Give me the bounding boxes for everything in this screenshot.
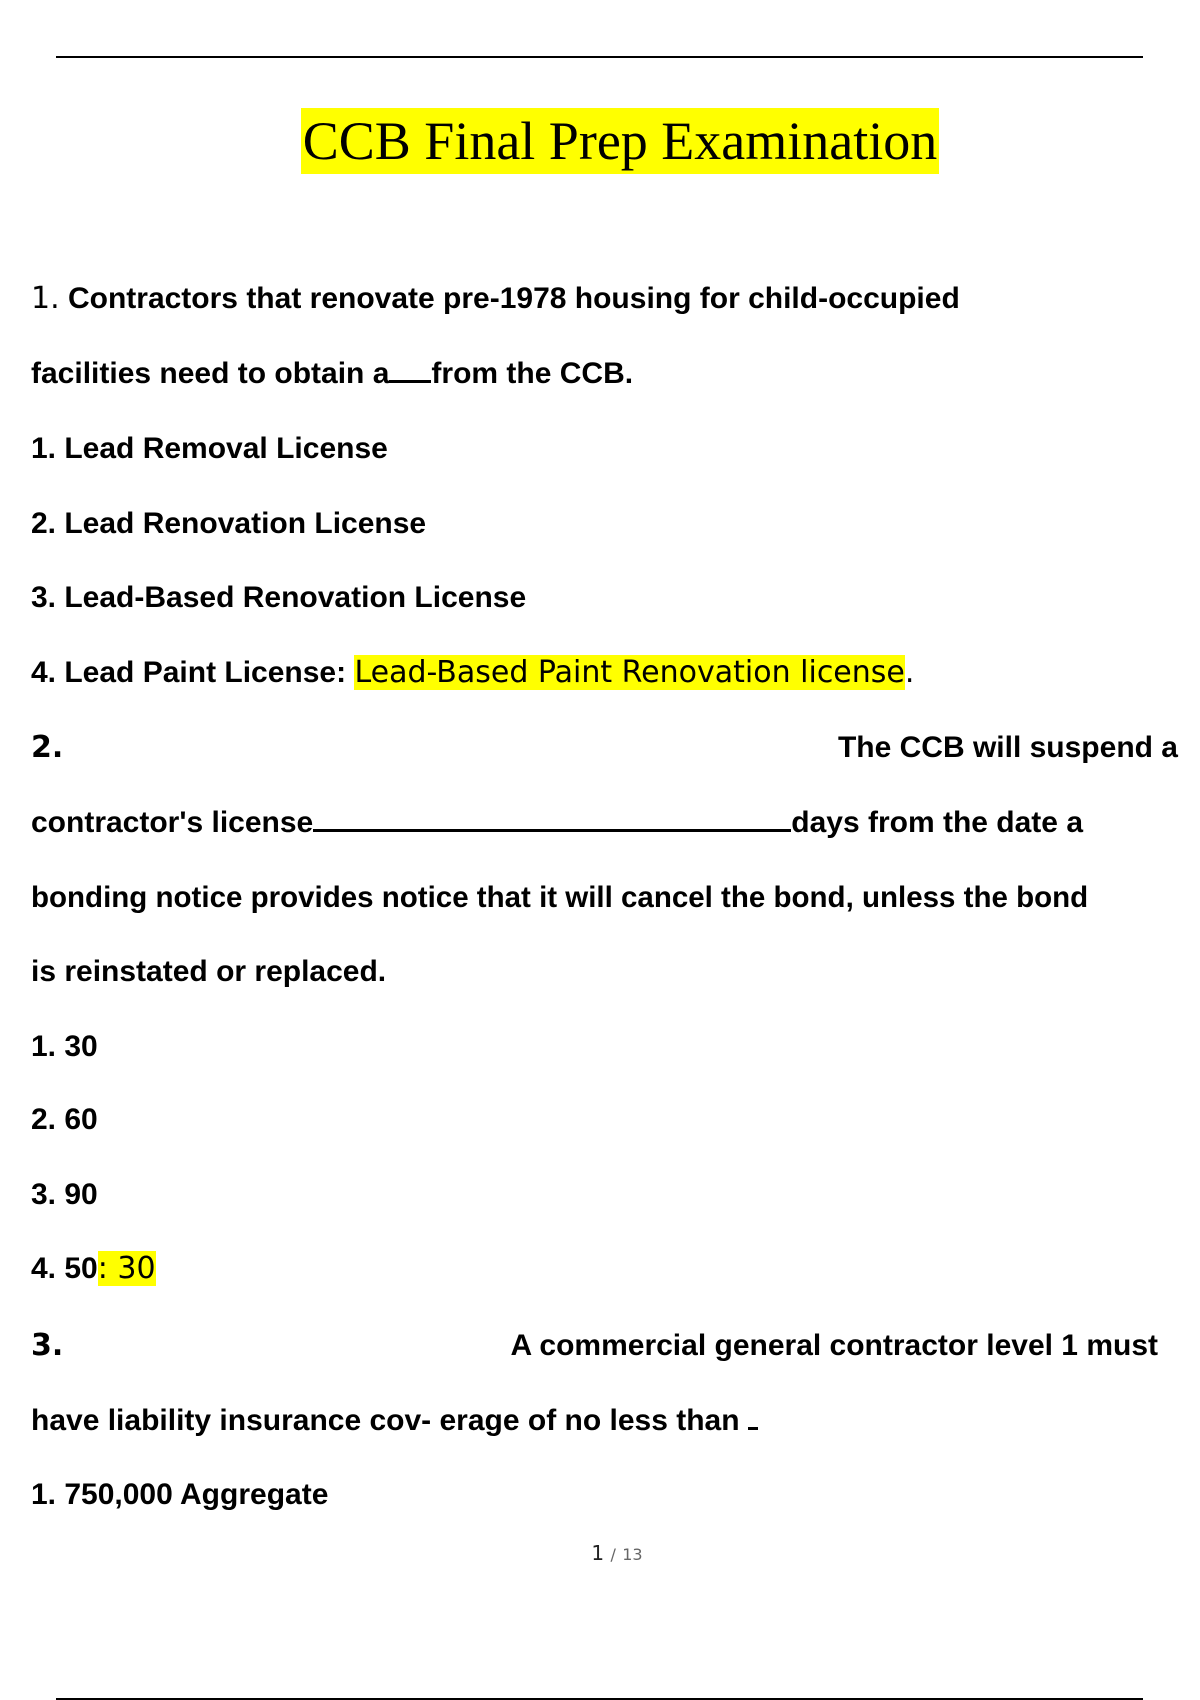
q1-option-1: 1. Lead Removal License bbox=[31, 432, 388, 465]
q3-text-2: have liability insurance cov- erage of no less than bbox=[31, 1404, 740, 1437]
q1-text-2a: facilities need to obtain a bbox=[31, 357, 390, 390]
q1-option-3: 3. Lead-Based Renovation License bbox=[31, 581, 527, 614]
page-separator: / bbox=[610, 1545, 616, 1564]
q3-blank bbox=[748, 1427, 758, 1430]
q2-option-4-text: 4. 50 bbox=[31, 1252, 98, 1285]
q1-answer: Lead-Based Paint Renovation license bbox=[354, 655, 905, 690]
page-title: CCB Final Prep Examination bbox=[301, 108, 939, 174]
q3-number-line bbox=[31, 1328, 63, 1364]
q2-line-3: bonding notice provides notice that it will cancel the bond, unless the bond bbox=[31, 881, 1089, 914]
page-current: 1 bbox=[591, 1541, 605, 1565]
q2-number: 2. bbox=[31, 730, 64, 765]
page-total: 13 bbox=[622, 1545, 643, 1564]
q2-number-line bbox=[31, 730, 63, 766]
q1-option-4 bbox=[31, 655, 914, 691]
q2-option-3: 3. 90 bbox=[31, 1178, 98, 1211]
q2-answer: : 30 bbox=[97, 1251, 156, 1286]
q3-text-1: A commercial general contractor level 1 must bbox=[510, 1329, 1158, 1362]
q2-text-1: The CCB will suspend a bbox=[837, 731, 1178, 764]
q2-line-2 bbox=[31, 805, 1083, 841]
q1-blank bbox=[389, 380, 431, 383]
q3-option-1: 1. 750,000 Aggregate bbox=[31, 1478, 329, 1511]
q2-line-4: is reinstated or replaced. bbox=[31, 955, 387, 988]
q1-text-1: Contractors that renovate pre-1978 housing for child-occupied bbox=[59, 282, 960, 315]
q2-option-2: 2. 60 bbox=[31, 1103, 98, 1136]
q2-option-1: 1. 30 bbox=[31, 1030, 98, 1063]
q1-line-1 bbox=[31, 281, 960, 317]
q2-blank bbox=[313, 829, 791, 832]
q1-text-2b: from the CCB. bbox=[431, 357, 634, 390]
page-counter bbox=[0, 1541, 1200, 1565]
q1-option-4-text: 4. Lead Paint License: bbox=[31, 656, 347, 689]
q2-text-2b: days from the date a bbox=[791, 806, 1084, 839]
q1-option-2: 2. Lead Renovation License bbox=[31, 507, 427, 540]
q2-text-2a: contractor's license bbox=[31, 806, 314, 839]
q1-answer-end: . bbox=[904, 655, 915, 690]
q1-line-2 bbox=[31, 356, 633, 392]
title-container bbox=[0, 108, 1200, 174]
q3-number: 3. bbox=[31, 1328, 64, 1363]
q3-line-2 bbox=[31, 1403, 758, 1439]
q2-option-4 bbox=[31, 1251, 156, 1287]
top-rule bbox=[56, 56, 1143, 58]
q1-number: 1. bbox=[31, 281, 60, 316]
